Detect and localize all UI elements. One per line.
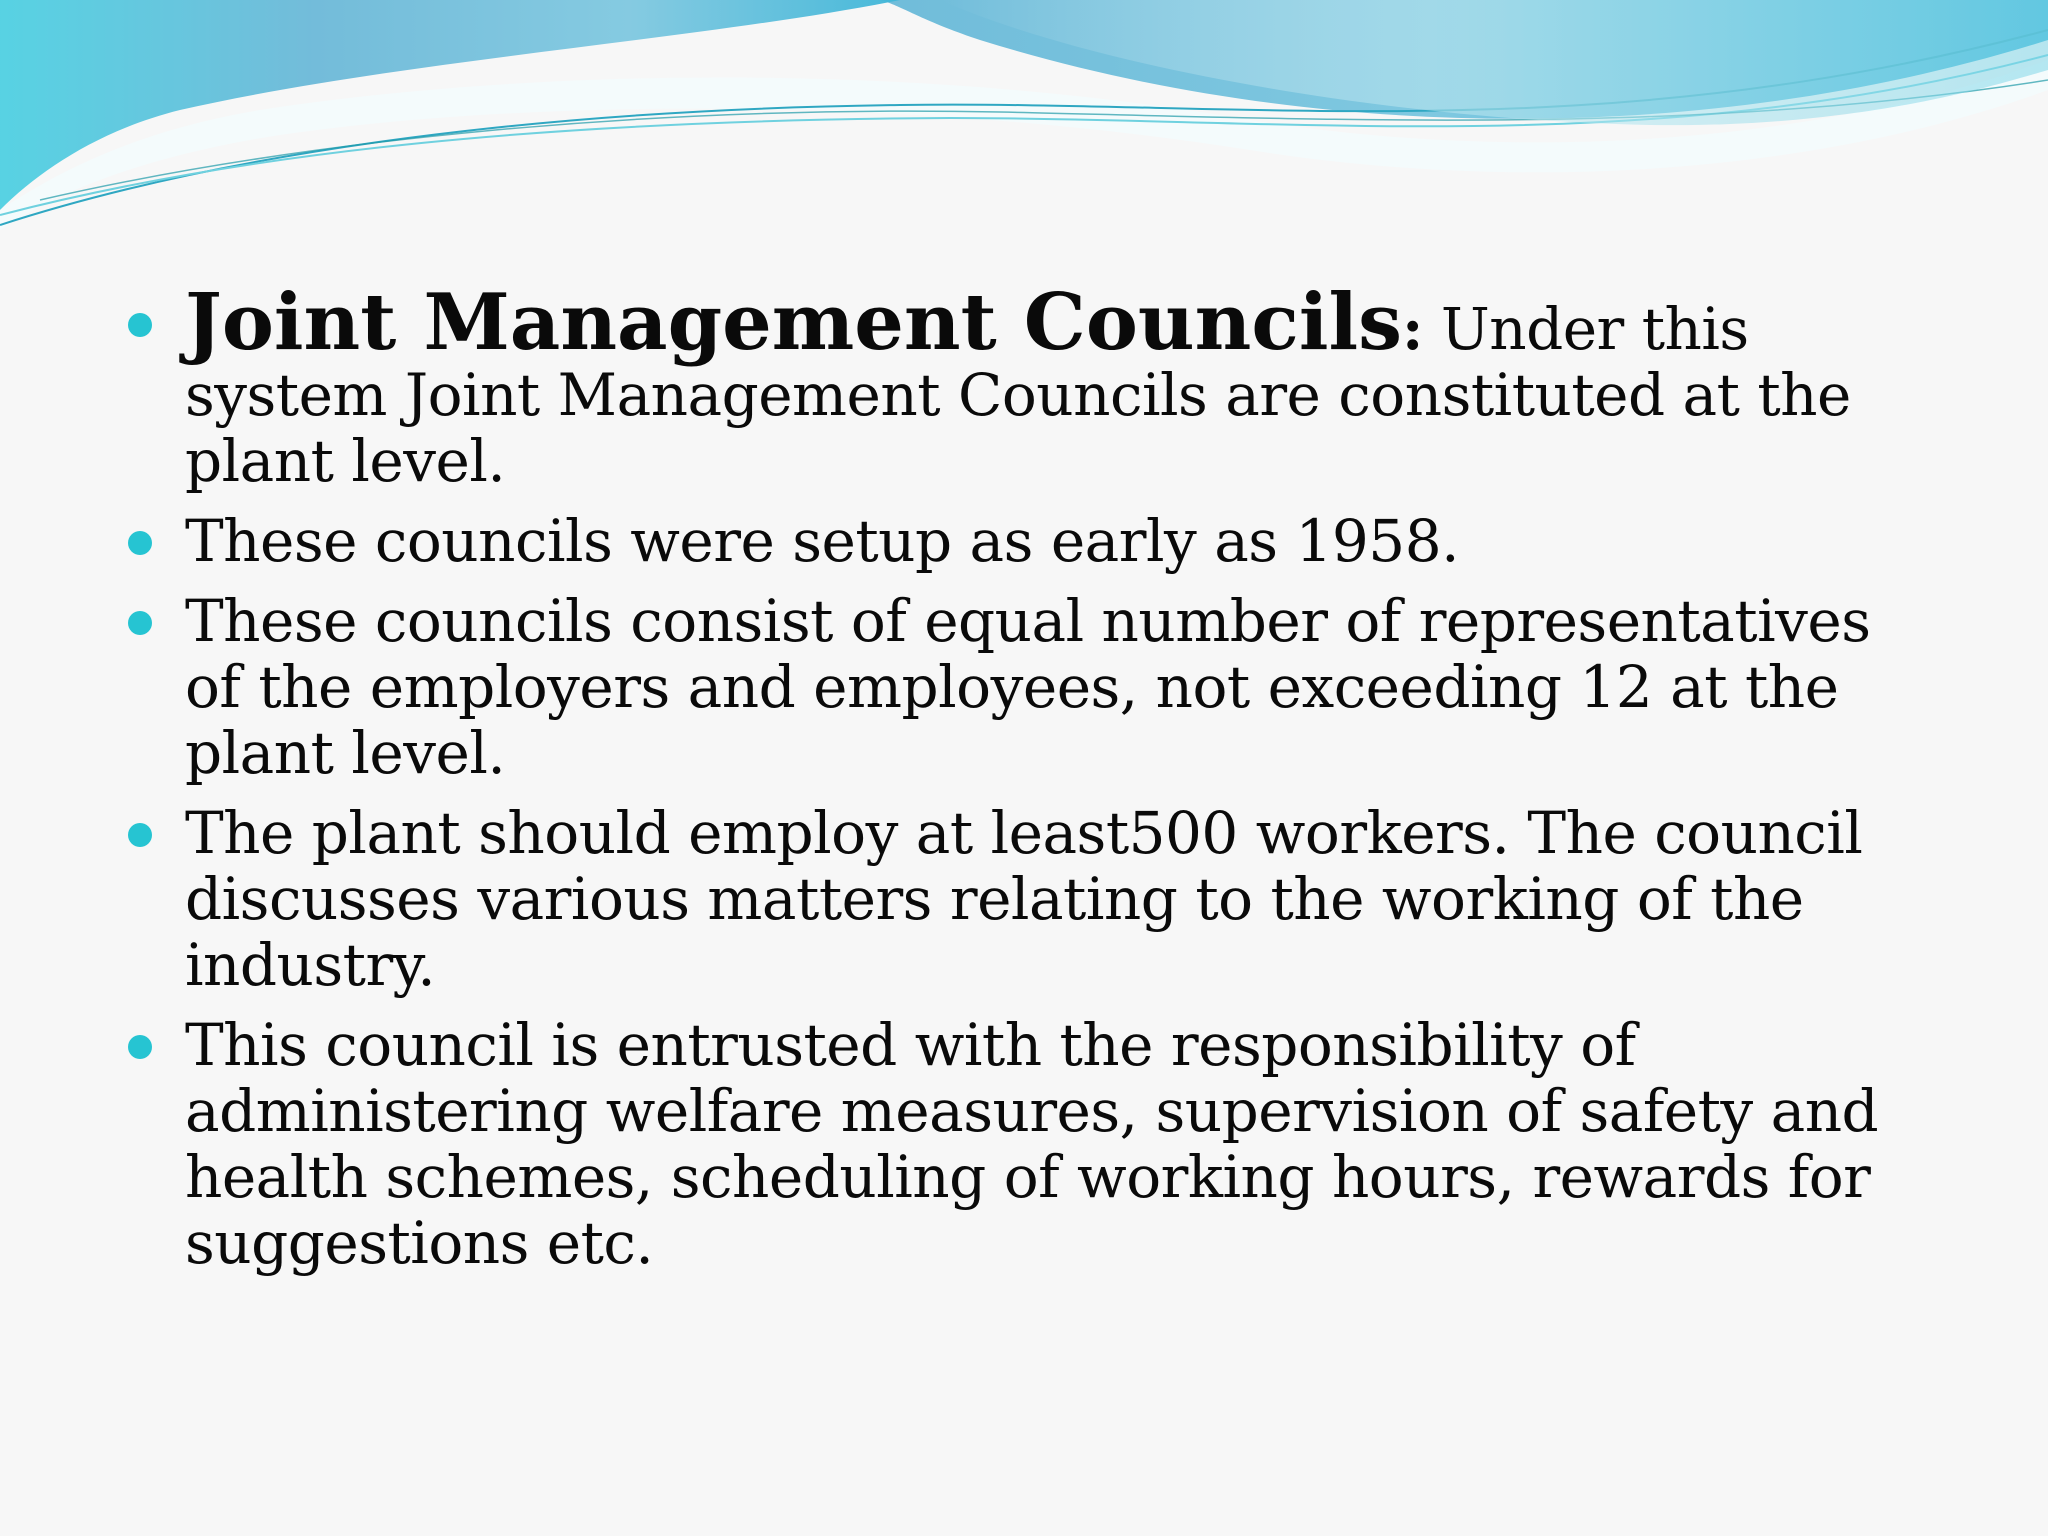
bullet-term-colon: :	[1402, 295, 1423, 363]
bullet-term: Joint Management Councils	[185, 277, 1402, 368]
bullet-text: These councils were setup as early as 1958.	[185, 507, 1460, 575]
bullet-text: Under this system Joint Management Councils are constituted at the plant level.	[185, 295, 1851, 495]
bullet-item	[128, 1012, 1898, 1276]
bullet-text: The plant should employ at least500 workers. The council discusses various matters relating to the working of the industry.	[185, 799, 1863, 999]
bullet-list	[128, 277, 1898, 1290]
bullet-item	[128, 508, 1898, 574]
bullet-text: This council is entrusted with the responsibility of administering welfare measures, supervision of safety and health schemes, scheduling of working hours, rewards for suggestions etc.	[185, 1011, 1879, 1277]
wave-header-decoration	[0, 0, 2048, 240]
bullet-item	[128, 588, 1898, 786]
bullet-dot-icon	[128, 823, 152, 847]
bullet-item	[128, 277, 1898, 495]
bullet-dot-icon	[128, 531, 152, 555]
bullet-dot-icon	[128, 611, 152, 635]
bullet-text: These councils consist of equal number of representatives of the employers and employees, not exceeding 12 at the plant level.	[185, 587, 1871, 787]
bullet-dot-icon	[128, 313, 152, 337]
bullet-dot-icon	[128, 1035, 152, 1059]
bullet-item	[128, 800, 1898, 998]
